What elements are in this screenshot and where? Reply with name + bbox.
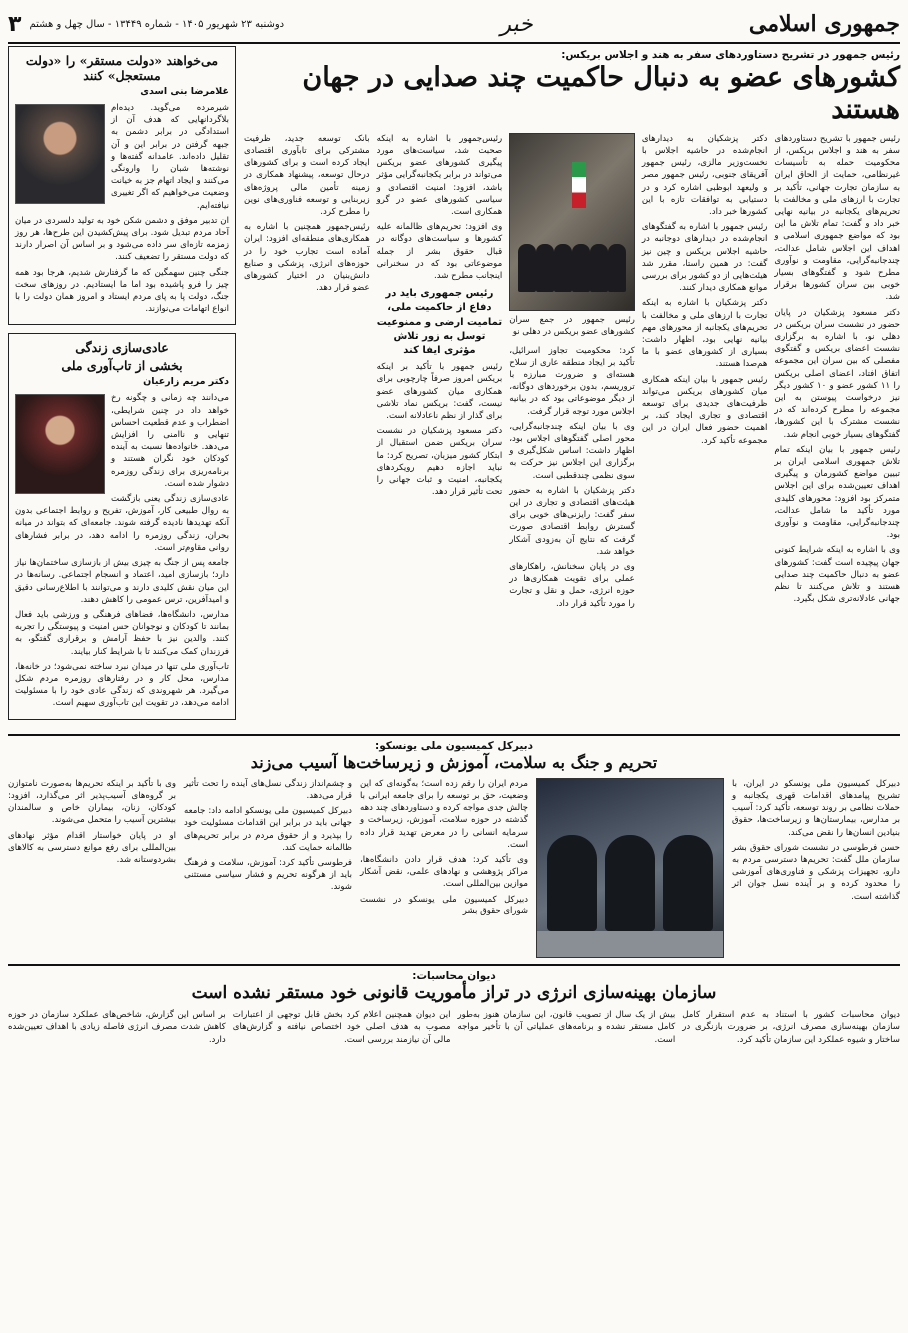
paragraph: بیش از یک سال از تصویب قانون، این سازمان هنوز به‌طور کامل مستقر نشده و برنامه‌های عملیاتی آن با تأخیر مواجه است. <box>457 1010 676 1045</box>
paragraph: وی با تأکید بر اینکه تحریم‌ها به‌صورت نامتوازن بر گروه‌های آسیب‌پذیر اثر می‌گذارد، افزود: کودکان، زنان، بیماران خاص و سالمندان بیشترین آسیب را متحمل می‌شوند. <box>8 778 176 826</box>
paragraph: جامعه پس از جنگ به چیزی بیش از بازسازی ساختمان‌ها نیاز دارد؛ بازسازی امید، اعتماد و انسجام اجتماعی. رسانه‌ها در این میان نقش کلیدی دارند و می‌توانند با اطلاع‌رسانی دقیق و امیدآفرین، ترس عمومی را کاهش دهند. <box>15 558 229 605</box>
paragraph: وی با اشاره به اینکه شرایط کنونی جهان پیچیده است گفت: کشورهای عضو به دنبال حاکمیت چند صدایی هستند و تلاش می‌کنند تا نظم جهانی عادلانه‌تری شکل بگیرد. <box>774 545 900 605</box>
article-2-photo-caption: دبیرکل کمیسیون ملی یونسکو در نشست شورای حقوق بشر <box>360 894 528 917</box>
lead-col-1 <box>774 133 900 613</box>
article-2-col-4 <box>8 778 176 958</box>
paragraph: جنگی چنین سهمگین که ما گرفتارش شدیم، هرجا بود همه چیز را فرو پاشیده بود اما ما ایستادیم. در روزهای سخت جنگ، دولت پا به پای مردم ایستاد و امروز همان دولت را با انواع اتهامات می‌نوازند. <box>15 267 229 315</box>
article-2-photo <box>536 778 724 958</box>
masthead-meta <box>8 12 284 37</box>
paragraph: دیوان محاسبات کشور با استناد به عدم استقرار کامل سازمان بهینه‌سازی مصرف انرژی، بر ضرورت بازنگری در ساختار و شیوه عملکرد این سازمان تأکید کرد. <box>682 1010 900 1045</box>
paragraph: عادی‌سازی زندگی یعنی بازگشت به روال طبیعی کار، آموزش، تفریح و روابط اجتماعی بدون آنکه تهدیدها نادیده گرفته شوند. جامعه‌ای که بتواند در میانه بحران، زندگی روزمره را ادامه دهد، در برابر فشارهای روانی مقاوم‌تر است. <box>15 494 229 553</box>
paragraph: کرد: محکومیت تجاوز اسرائیل، تأکید بر ایجاد منطقه عاری از سلاح هسته‌ای و ضرورت مبارزه با تروریسم، بدون برخوردهای دوگانه، از دیگر موضوعاتی بود که در بیانیه اجلاس مورد توجه قرار گرفت. <box>509 345 635 417</box>
lead-subhead: رئیس جمهوری باید در دفاع از حاکمیت ملی، تمامیت ارضی و ممنوعیت توسل به زور تلاش مؤثری ایفا کند <box>376 288 503 356</box>
top-section <box>8 46 900 728</box>
opinion-box-1 <box>8 46 236 325</box>
opinion-2-title-1: عادی‌سازی زندگی <box>75 340 169 356</box>
article-3-kicker: دیوان محاسبات: <box>412 969 496 982</box>
dateline: دوشنبه ۲۳ شهریور ۱۴۰۵ - شماره ۱۳۴۴۹ - سال چهل و هشتم <box>29 18 285 30</box>
lead-kicker: رئیس جمهور در تشریح دستاوردهای سفر به هند و اجلاس بریکس: <box>561 49 900 61</box>
photo-figures <box>518 244 626 296</box>
lead-photo-caption: رئیس جمهور در جمع سران کشورهای عضو بریکس در دهلی نو <box>509 314 635 337</box>
paragraph: رئیس‌جمهور همچنین با اشاره به همکاری‌های منطقه‌ای افزود: ایران آماده است تجارب خود را در حوزه‌های انرژی، پزشکی و صنایع دانش‌بنیان در اختیار کشورهای عضو قرار دهد. <box>244 222 370 294</box>
opinion-1-title: می‌خواهند «دولت مستقر» را «دولت مستعجل» کنند <box>25 53 219 83</box>
paragraph: رئیس جمهور با بیان اینکه همکاری میان کشورهای بریکس می‌تواند ظرفیت‌های جدیدی برای توسعه اقتصادی و تجاری ایجاد کند، بر اهمیت حضور فعال ایران در این مجموعه تأکید کرد. <box>641 374 768 446</box>
lead-col-3-text <box>509 345 635 610</box>
lead-col-3 <box>509 133 635 613</box>
opinion-2-author: دکتر مریم زارعیان <box>143 376 229 388</box>
opinion-box-2 <box>8 333 236 719</box>
article-2-col-2 <box>360 778 528 958</box>
article-3-headline: سازمان بهینه‌سازی انرژی در تراز مأموریت قانونی خود مستقر نشده است <box>191 982 717 1003</box>
article-2-col-3 <box>184 778 352 958</box>
masthead <box>8 6 900 44</box>
lead-photo <box>509 133 635 311</box>
paragraph: رئیس جمهور با تأکید بر اینکه بریکس امروز صرفاً چارچوبی برای همکاری میان کشورهای عضو نیست، گفت: بریکس نماد تلاشی برای گذار از نظم ناعادلانه است. <box>376 362 503 421</box>
paragraph: دکتر پزشکیان با اشاره به اینکه تجارت با ارزهای ملی و مخالفت با تحریم‌های یکجانبه از محورهای مهم بیانیه نهایی بود، اظهار داشت: بسیاری از کشورهای عضو با ما هم‌صدا هستند. <box>641 298 768 370</box>
paragraph: و چشم‌انداز زندگی نسل‌های آینده را تحت تأثیر قرار می‌دهد. <box>184 778 352 801</box>
paragraph: رئیس جمهور با اشاره به گفتگوهای انجام‌شده در دیدارهای دوجانبه در حاشیه اجلاس بریکس و چین نیز گفت: در همین راستا، مقرر شد هیئت‌هایی از دو کشور برای بررسی موانع همکاری دیدار کنند. <box>641 222 768 294</box>
author-portrait <box>15 394 105 494</box>
paragraph: بر اساس این گزارش، شاخص‌های عملکرد سازمان در حوزه کاهش شدت مصرف انرژی فاصله زیادی با اهداف تعیین‌شده دارد. <box>8 1010 226 1045</box>
paragraph: بانک توسعه جدید، ظرفیت مشترکی برای تابآوری اقتصادی ایجاد کرده است و برای کشورهای درحال توسعه، پیشنهاد همکاری در زمینه تأمین مالی پروژه‌های زیربنایی و توسعه فناوری‌های نوین را مطرح کرد. <box>244 133 370 217</box>
paragraph: وی با بیان اینکه چندجانبه‌گرایی، محور اصلی گفتگوهای اجلاس بود، اظهار داشت: اساس شکل‌گیری و برگزاری این اجلاس نیز حرکت به سوی نظمی چندقطبی است. <box>509 421 635 481</box>
opinion-2-title-2: بخشی از تاب‌آوری ملی <box>61 358 183 374</box>
paragraph: وی افزود: تحریم‌های ظالمانه علیه کشورها و سیاست‌های دوگانه در قبال حقوق بشر از جمله موضوعاتی بود که در سخنرانی اینجانب مطرح شد. <box>376 222 503 282</box>
article-2-headline: تحریم و جنگ به سلامت، آموزش و زیرساخت‌ها آسیب می‌زند <box>250 752 658 772</box>
paragraph: این دیوان همچنین اعلام کرد بخش قابل توجهی از اعتبارات مصوب به هدف اصلی خود اختصاص نیافته و گزارش‌های مالی آن نیازمند بررسی است. <box>232 1010 451 1045</box>
paragraph: دکتر پزشکیان با اشاره به حضور هیئت‌های اقتصادی و تجاری در این سفر گفت: رایزنی‌های خوبی برای گسترش روابط اقتصادی صورت گرفت که نتایج آن به‌زودی آشکار خواهد شد. <box>509 485 635 557</box>
paragraph: مدارس، دانشگاه‌ها، فضاهای فرهنگی و ورزشی باید فعال بمانند تا کودکان و نوجوانان حس امنیت و پیوستگی را تجربه کنند. والدین نیز با حفظ آرامش و برقراری گفتگو، به فرزندان کمک می‌کنند تا با شرایط کنار بیایند. <box>15 609 229 657</box>
newspaper-logo: جمهوری اسلامی <box>748 11 900 37</box>
article-3-col-1 <box>682 1009 900 1049</box>
opinion-sidebar <box>8 46 236 728</box>
divider <box>8 964 900 966</box>
iran-flag <box>572 162 586 208</box>
lead-col-6 <box>244 133 370 613</box>
lead-col-2 <box>642 133 768 613</box>
paragraph: وی تأکید کرد: هدف قرار دادن دانشگاه‌ها، مراکز پژوهشی و نهادهای علمی، نقض آشکار موازین بین‌المللی است. <box>360 854 528 890</box>
opinion-1-author: غلامرضا بنی اسدی <box>140 86 229 97</box>
article-2 <box>8 740 900 958</box>
paragraph: وی در پایان سخنانش، راهکارهای عملی برای تقویت همکاری‌ها در حوزه انرژی، حمل و نقل و تجارت را مورد تأکید قرار داد. <box>509 562 635 609</box>
paragraph: حسن فرطوسی در نشست شورای حقوق بشر سازمان ملل گفت: تحریم‌ها دسترسی مردم به دارو، تجهیزات پزشکی و فناوری‌های آموزشی را محدود کرده و بر آینده نسل جوان اثر گذاشته است. <box>732 842 900 902</box>
article-3-columns <box>8 1009 900 1049</box>
article-2-col-2-text <box>360 778 528 891</box>
paragraph: مردم ایران را رقم زده است؛ به‌گونه‌ای که این وضعیت، حق بر توسعه را برای جامعه ایرانی با چالش جدی مواجه کرده و دستاوردهای چند دهه گذشته در حوزه سلامت، آموزش، زیرساخت و سرمایه انسانی را در معرض تهدید قرار داده است. <box>360 778 528 850</box>
paragraph: رئیس جمهور با بیان اینکه تمام تلاش جمهوری اسلامی ایران بر تبیین مواضع کشورمان و پیگیری اهداف تعیین‌شده برای این اجلاس متمرکز بود افزود: محورهای کلیدی مورد تأکید ما شامل عدالت، چندجانبه‌گرایی، مقاومت و نوآوری بود. <box>774 444 900 541</box>
article-3-col-4 <box>8 1009 226 1049</box>
page-number: ۳ <box>8 11 22 37</box>
paragraph: دبیرکل کمیسیون ملی یونسکو در ایران، با تشریح پیامدهای اقدامات قهری یکجانبه و حملات نظامی بر روند توسعه، تأکید کرد: آسیب بر مدارس، بیمارستان‌ها و زیرساخت‌ها، حقوق بنیادین انسان‌ها را نقض می‌کند. <box>732 778 900 838</box>
lead-col-4-text <box>377 133 503 282</box>
lead-article <box>244 46 900 728</box>
lead-col-5-text <box>377 361 503 498</box>
lead-col-4 <box>377 133 503 613</box>
paragraph: رئیس‌جمهور با اشاره به اینکه صحبت شد، سیاست‌های مورد پیگیری کشورهای عضو بریکس می‌تواند در برابر یکجانبه‌گرایی مؤثر باشد، افزود: امنیت اقتصادی و سیاسی کشورهای عضو در گرو همکاری است. <box>376 133 503 217</box>
paragraph: دبیرکل کمیسیون ملی یونسکو ادامه داد: جامعه جهانی باید در برابر این اقدامات مسئولیت خود را بپذیرد و از حقوق مردم در برابر تحریم‌های ظالمانه حمایت کند. <box>184 806 352 853</box>
lead-headline: کشورهای عضو به دنبال حاکمیت چند صدایی در جهان هستند <box>302 62 900 126</box>
paragraph: تاب‌آوری ملی تنها در میدان نبرد ساخته نمی‌شود؛ در خانه‌ها، مدارس، محل کار و در رفتارهای روزمره مردم شکل می‌گیرد. هر شهروندی که زندگی عادی خود را با مسئولیت ادامه می‌دهد، در تقویت این تاب‌آوری سهیم است. <box>15 661 229 709</box>
paragraph: شیرمرده می‌گوید. دیده‌ام بلاگردانهایی که هدف آن از استدادگی در برابر دشمن به جبهه گرفتن در برابر این و آن تقلیل داده‌اند. عامدانه گفته‌ها و نوشته‌ها شبان را وارونگی می‌کنند و ایجاد اتهام جز به خیانت وضعیت می‌خواهیم که اگر تغییری نیافته‌ایم. <box>111 103 229 211</box>
article-2-kicker: دبیرکل کمیسیون ملی یونسکو: <box>375 739 533 752</box>
lead-columns <box>244 133 900 613</box>
article-2-columns <box>8 778 900 958</box>
paragraph: ان تدبیر موفق و دشمن شکن خود به تولید دلسردی در میان آحاد مردم تبدیل شود. برای پیش‌کشیدن این طرح‌ها، هر روز زمزمه تازه‌ای سر داده می‌شود و بر اساس آن اصرار دارند که دولت مستقر را تضعیف کنند. <box>15 215 229 263</box>
paragraph: فرطوسی تأکید کرد: آموزش، سلامت و فرهنگ باید از هرگونه تحریم و فشار سیاسی مستثنی شوند. <box>184 857 352 893</box>
article-3 <box>8 970 900 1049</box>
article-3-col-2 <box>458 1009 676 1049</box>
paragraph: می‌دانند چه زمانی و چگونه رخ خواهد داد در چنین شرایطی، اضطراب و عدم قطعیت احساس تنهایی و ناامنی را افزایش می‌دهد. خانواده‌ها نسبت به آینده کودکان خود نگران هستند و برنامه‌ریزی برای زندگی روزمره دشوار شده است. <box>111 393 229 489</box>
paragraph: دکتر مسعود پزشکیان در پایان حضور در نشست سران بریکس در دهلی نو، با اشاره به برگزاری نشست اعضای بریکس و گفتگوی مفصلی که بین سران این مجموعه اتفاق افتاد، اعضای اصلی بریکس را ۱۱ کشور عضو و ۱۰ کشور دیگر نیز درخواست پیوستن به این مجموعه را مطرح کرده‌اند که در نشست مشترک با این کشورها، گفتگوهای بسیار خوبی انجام شد. <box>774 307 900 440</box>
paragraph: دکتر مسعود پزشکیان در نشست سران بریکس ضمن استقبال از ابتکار کشور میزبان، تصریح کرد: ما نباید اجازه دهیم رویکردهای یکجانبه، امنیت و ثبات جهانی را تحت تأثیر قرار دهد. <box>376 426 503 498</box>
divider <box>8 734 900 736</box>
paragraph: دکتر پزشکیان به دیدارهای انجام‌شده در حاشیه اجلاس با نخست‌وزیر مالزی، رئیس جمهور آفریقای جنوبی، رئیس جمهور مصر و ولیعهد ابوظبی اشاره کرد و در دستیابی به توافقات تازه با این کشورها خبر داد. <box>641 133 768 217</box>
paragraph: او در پایان خواستار اقدام مؤثر نهادهای بین‌المللی برای رفع موانع دسترسی به کالاهای بشردوستانه شد. <box>8 830 176 865</box>
article-2-col-1 <box>732 778 900 958</box>
section-title: خبر <box>500 11 533 37</box>
article-3-col-3 <box>233 1009 451 1049</box>
author-portrait <box>15 104 105 204</box>
paragraph: رئیس جمهور با تشریح دستاوردهای سفر به هند و اجلاس بریکس، از محکومیت حمله به تأسیسات غیرنظامی، حمایت از الحاق ایران به سازمان تجارت جهانی، تأکید بر تجارت با ارزهای ملی و مخالفت با تحریم‌های یکجانبه در بیانیه نهایی خبر داد و گفت: تمام تلاش ما این بود که مواضع جمهوری اسلامی و اهداف این اجلاس شامل عدالت، چندجانبه‌گرایی، مقاومت و نوآوری مطرح شود و گفتگوهای بسیار خوبی بین سران کشورها برقرار شد. <box>774 133 900 303</box>
